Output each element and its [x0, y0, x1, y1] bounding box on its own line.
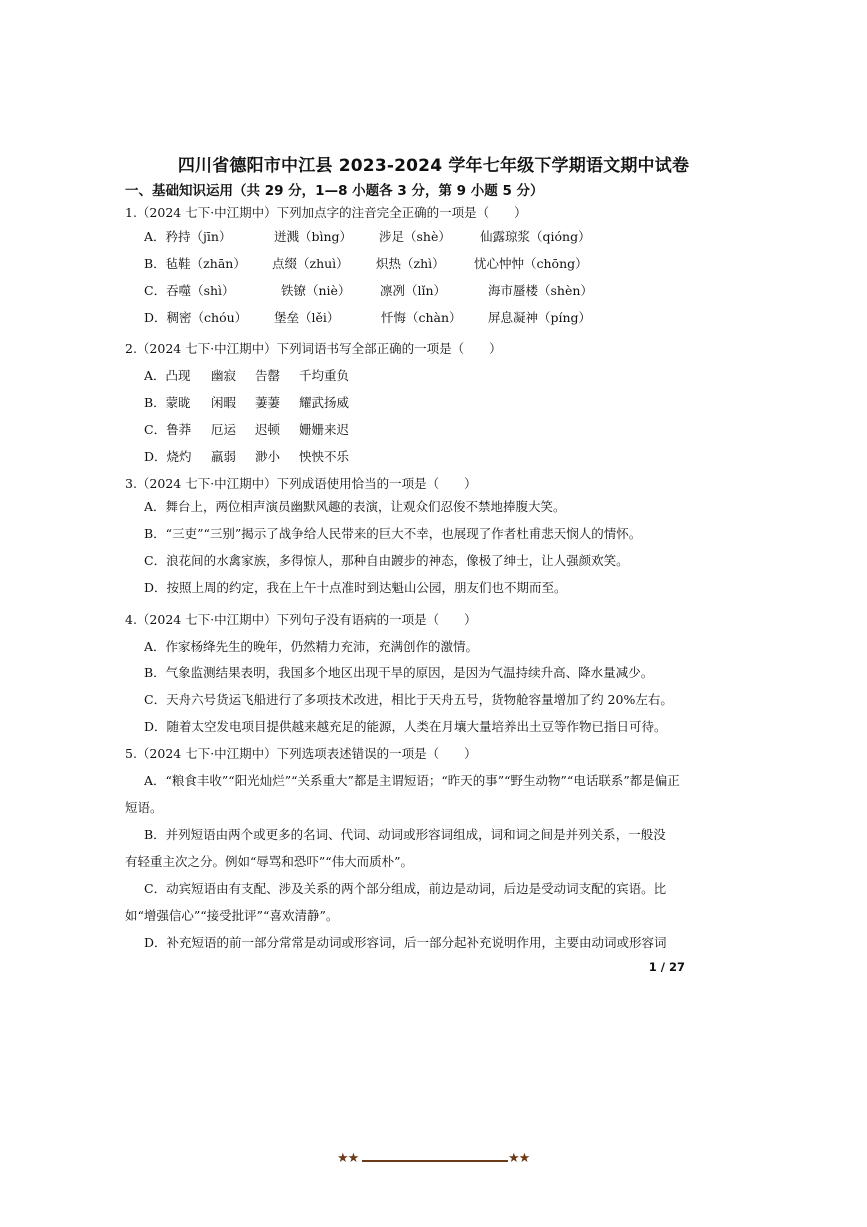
q1-option-b-word4: 忧心忡忡（chōng）: [474, 256, 588, 271]
question-5-stem: 5.（2024 七下·中江期中）下列选项表述错误的一项是（ ）: [125, 746, 477, 761]
q3-option-d: D．按照上周的约定，我在上午十点准时到达魁山公园，朋友们也不期而至。: [144, 580, 567, 595]
question-1-stem: 1.（2024 七下·中江期中）下列加点字的注音完全正确的一项是（ ）: [125, 205, 527, 220]
q1-option-d-word4: 屏息凝神（píng）: [488, 310, 592, 325]
q4-option-b: B．气象监测结果表明，我国多个地区出现干旱的原因，是因为气温持续升高、降水量减少。: [144, 665, 654, 680]
q1-option-a-word2: 迸溅（bìng）: [274, 229, 353, 244]
q5-option-d-line1: D．补充短语的前一部分常常是动词或形容词，后一部分起补充说明作用，主要由动词或形容词: [144, 935, 667, 950]
q1-option-b-word3: 炽热（zhì）: [376, 256, 445, 271]
page-number: 1 / 27: [648, 960, 685, 974]
q2-option-b-word3: 萋萋: [255, 395, 281, 410]
q2-option-a-word1: A．凸现: [144, 368, 191, 383]
star-icon: ★★: [508, 1151, 530, 1166]
question-4-stem: 4.（2024 七下·中江期中）下列句子没有语病的一项是（ ）: [125, 612, 477, 627]
q5-option-a-line2: 短语。: [125, 800, 163, 815]
q2-option-a-word2: 幽寂: [211, 368, 237, 383]
q2-option-b-word4: 耀武扬威: [299, 395, 350, 410]
page-footer-ornament: [0, 1151, 867, 1171]
q1-option-d-word3: 忏悔（chàn）: [381, 310, 462, 325]
q1-option-b-word2: 点缀（zhuì）: [272, 256, 349, 271]
q1-option-a-word4: 仙露琼浆（qióng）: [480, 229, 591, 244]
q1-option-d-word2: 堡垒（lěi）: [274, 310, 340, 325]
footer-divider: [362, 1160, 508, 1162]
q2-option-d-word3: 渺小: [255, 449, 281, 464]
q2-option-b-word1: B．蒙昽: [144, 395, 191, 410]
q2-option-c-word3: 迟顿: [255, 422, 281, 437]
q1-option-b-word1: B．毡鞋（zhān）: [144, 256, 246, 271]
q2-option-d-word2: 羸弱: [211, 449, 237, 464]
q2-option-c-word1: C．鲁莽: [144, 422, 192, 437]
q2-option-d-word4: 怏怏不乐: [299, 449, 350, 464]
q2-option-c-word4: 姗姗来迟: [299, 422, 350, 437]
star-icon: ★★: [337, 1151, 359, 1166]
q1-option-c-word2: 铁镣（niè）: [281, 283, 351, 298]
q5-option-b-line1: B．并列短语由两个或更多的名词、代词、动词或形容词组成，词和词之间是并列关系，一般没: [144, 827, 666, 842]
page-title: 四川省德阳市中江县 2023-2024 学年七年级下学期语文期中试卷: [177, 156, 690, 176]
q5-option-b-line2: 有轻重主次之分。例如“辱骂和恐吓”“伟大而质朴”。: [125, 854, 414, 869]
q3-option-b: B．“三吏”“三别”揭示了战争给人民带来的巨大不幸，也展现了作者杜甫悲天悯人的情怀。: [144, 526, 642, 541]
q1-option-d-word1: D．稠密（chóu）: [144, 310, 248, 325]
q3-option-c: C．浪花间的水禽家族，多得惊人，那种自由踱步的神态，像极了绅士，让人强颜欢笑。: [144, 553, 629, 568]
q1-option-a-word1: A．矜持（jīn）: [144, 229, 232, 244]
q1-option-c-word4: 海市蜃楼（shèn）: [488, 283, 593, 298]
question-2-stem: 2.（2024 七下·中江期中）下列词语书写全部正确的一项是（ ）: [125, 341, 502, 356]
q1-option-c-word1: C．吞噬（shì）: [144, 283, 235, 298]
q1-option-a-word3: 涉足（shè）: [379, 229, 451, 244]
q2-option-b-word2: 闲暇: [211, 395, 237, 410]
q2-option-d-word1: D．烧灼: [144, 449, 192, 464]
q4-option-c: C．天舟六号货运飞船进行了多项技术改进，相比于天舟五号，货物舱容量增加了约 20%左右。: [144, 692, 673, 707]
q4-option-d: D．随着太空发电项目提供越来越充足的能源，人类在月壤大量培养出土豆等作物已指日可待。: [144, 719, 667, 734]
q5-option-a-line1: A．“粮食丰收”“阳光灿烂”“关系重大”都是主谓短语；“昨天的事”“野生动物”“电话联系”都是偏正: [144, 773, 680, 788]
q3-option-a: A．舞台上，两位相声演员幽默风趣的表演，让观众们忍俊不禁地捧腹大笑。: [144, 499, 566, 514]
question-3-stem: 3.（2024 七下·中江期中）下列成语使用恰当的一项是（ ）: [125, 476, 477, 491]
section-heading: 一、基础知识运用（共 29 分，1—8 小题各 3 分，第 9 小题 5 分）: [125, 183, 544, 199]
q2-option-c-word2: 厄运: [211, 422, 237, 437]
q5-option-c-line2: 如“增强信心”“接受批评”“喜欢清静”。: [125, 908, 339, 923]
q4-option-a: A．作家杨绛先生的晚年，仍然精力充沛，充满创作的激情。: [144, 639, 479, 654]
q2-option-a-word3: 告罄: [255, 368, 281, 383]
q1-option-c-word3: 凛冽（lǐn）: [380, 283, 447, 298]
q2-option-a-word4: 千均重负: [299, 368, 350, 383]
q5-option-c-line1: C．动宾短语由有支配、涉及关系的两个部分组成，前边是动词，后边是受动词支配的宾语。比: [144, 881, 667, 896]
